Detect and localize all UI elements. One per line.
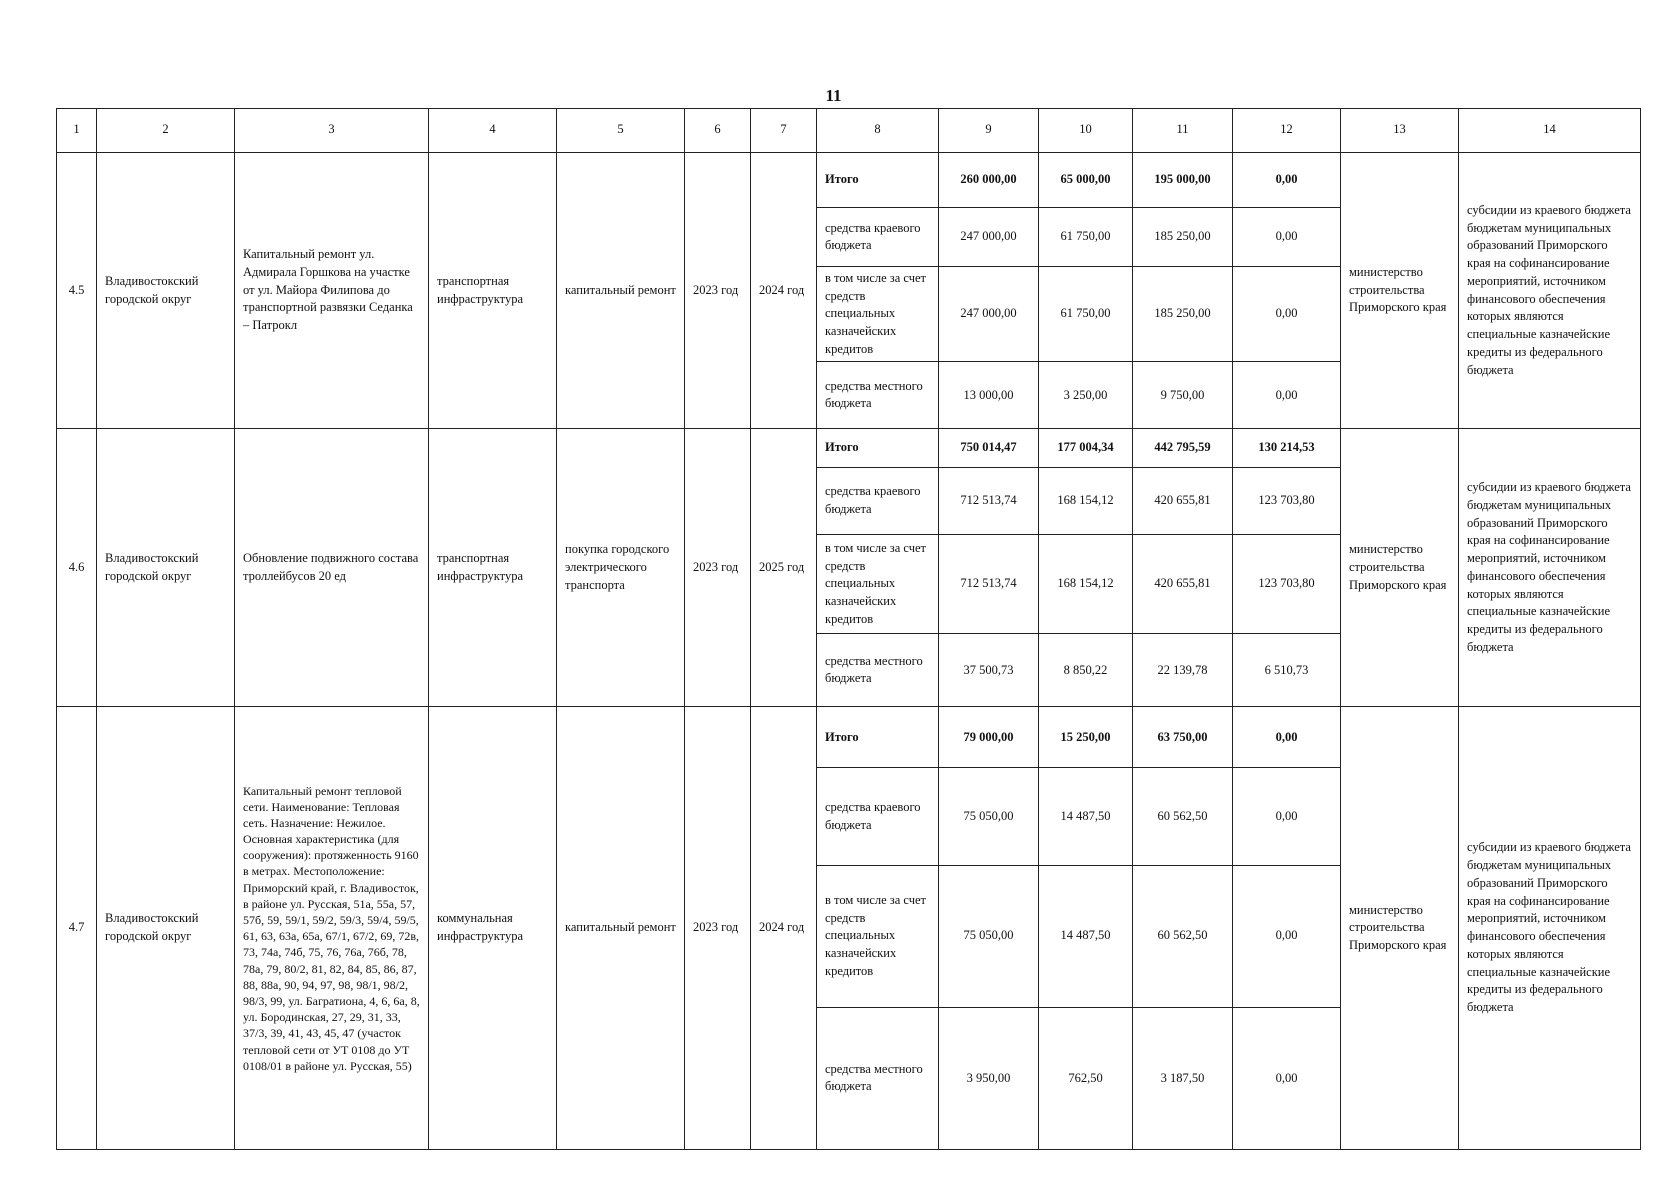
funding-source-label: средства местного бюджета xyxy=(817,634,939,707)
header-row xyxy=(57,109,1641,153)
amount-year-1: 762,50 xyxy=(1039,1007,1133,1149)
note-cell: субсидии из краевого бюджета бюджетам муниципальных образований Приморского края на софинансирование мероприятий, источником финансового обеспечения которых являются специальные казначейские кредиты из федерального бюджета xyxy=(1459,152,1641,429)
funding-source-label: средства краевого бюджета xyxy=(817,768,939,865)
work-type-cell: покупка городского электрического транспорта xyxy=(557,429,685,707)
amount-year-2: 22 139,78 xyxy=(1133,634,1233,707)
executor-cell: министерство строительства Приморского края xyxy=(1341,429,1459,707)
table-row xyxy=(57,429,1641,468)
table-row xyxy=(57,152,1641,208)
amount-total: 3 950,00 xyxy=(939,1007,1039,1149)
funding-source-label: в том числе за счет средств специальных казначейских кредитов xyxy=(817,534,939,633)
amount-year-1: 65 000,00 xyxy=(1039,152,1133,208)
header-cell: 11 xyxy=(1133,109,1233,153)
amount-year-1: 61 750,00 xyxy=(1039,208,1133,267)
amount-year-2: 420 655,81 xyxy=(1133,467,1233,534)
amount-year-1: 15 250,00 xyxy=(1039,707,1133,768)
amount-year-3: 0,00 xyxy=(1233,1007,1341,1149)
amount-total: 247 000,00 xyxy=(939,267,1039,362)
header-cell: 7 xyxy=(751,109,817,153)
executor-cell: министерство строительства Приморского края xyxy=(1341,707,1459,1150)
amount-year-2: 195 000,00 xyxy=(1133,152,1233,208)
row-id: 4.7 xyxy=(57,707,97,1150)
funding-source-label: средства местного бюджета xyxy=(817,1007,939,1149)
amount-year-1: 61 750,00 xyxy=(1039,267,1133,362)
infrastructure-type-cell: коммунальная инфраструктура xyxy=(429,707,557,1150)
amount-year-3: 0,00 xyxy=(1233,267,1341,362)
amount-total: 750 014,47 xyxy=(939,429,1039,468)
amount-year-3: 0,00 xyxy=(1233,152,1341,208)
note-cell: субсидии из краевого бюджета бюджетам муниципальных образований Приморского края на софинансирование мероприятий, источником финансового обеспечения которых являются специальные казначейские кредиты из федерального бюджета xyxy=(1459,707,1641,1150)
header-cell: 12 xyxy=(1233,109,1341,153)
amount-year-3: 123 703,80 xyxy=(1233,534,1341,633)
amount-year-1: 168 154,12 xyxy=(1039,534,1133,633)
amount-total: 75 050,00 xyxy=(939,865,1039,1007)
amount-year-2: 60 562,50 xyxy=(1133,865,1233,1007)
header-cell: 3 xyxy=(235,109,429,153)
header-cell: 1 xyxy=(57,109,97,153)
amount-total: 79 000,00 xyxy=(939,707,1039,768)
amount-year-3: 0,00 xyxy=(1233,707,1341,768)
amount-year-2: 60 562,50 xyxy=(1133,768,1233,865)
header-cell: 13 xyxy=(1341,109,1459,153)
amount-total: 75 050,00 xyxy=(939,768,1039,865)
header-cell: 8 xyxy=(817,109,939,153)
amount-year-1: 14 487,50 xyxy=(1039,768,1133,865)
work-type-cell: капитальный ремонт xyxy=(557,707,685,1150)
amount-year-2: 3 187,50 xyxy=(1133,1007,1233,1149)
amount-year-3: 123 703,80 xyxy=(1233,467,1341,534)
start-year-cell: 2023 год xyxy=(685,707,751,1150)
amount-year-1: 177 004,34 xyxy=(1039,429,1133,468)
amount-total: 37 500,73 xyxy=(939,634,1039,707)
amount-year-2: 185 250,00 xyxy=(1133,208,1233,267)
financing-table xyxy=(56,108,1641,1150)
note-cell: субсидии из краевого бюджета бюджетам муниципальных образований Приморского края на софинансирование мероприятий, источником финансового обеспечения которых являются специальные казначейские кредиты из федерального бюджета xyxy=(1459,429,1641,707)
funding-source-label: средства краевого бюджета xyxy=(817,208,939,267)
amount-year-2: 185 250,00 xyxy=(1133,267,1233,362)
start-year-cell: 2023 год xyxy=(685,152,751,429)
amount-year-3: 130 214,53 xyxy=(1233,429,1341,468)
header-cell: 4 xyxy=(429,109,557,153)
page-number: 11 xyxy=(825,86,842,105)
amount-year-3: 0,00 xyxy=(1233,208,1341,267)
funding-source-label: в том числе за счет средств специальных казначейских кредитов xyxy=(817,267,939,362)
amount-total: 260 000,00 xyxy=(939,152,1039,208)
header-cell: 9 xyxy=(939,109,1039,153)
amount-year-1: 3 250,00 xyxy=(1039,362,1133,429)
amount-year-3: 0,00 xyxy=(1233,768,1341,865)
header-cell: 5 xyxy=(557,109,685,153)
infrastructure-type-cell: транспортная инфраструктура xyxy=(429,152,557,429)
amount-total: 247 000,00 xyxy=(939,208,1039,267)
amount-year-2: 63 750,00 xyxy=(1133,707,1233,768)
amount-total: 712 513,74 xyxy=(939,467,1039,534)
object-name-cell: Обновление подвижного состава троллейбусов 20 ед xyxy=(235,429,429,707)
work-type-cell: капитальный ремонт xyxy=(557,152,685,429)
amount-year-3: 0,00 xyxy=(1233,362,1341,429)
row-id: 4.6 xyxy=(57,429,97,707)
amount-year-2: 420 655,81 xyxy=(1133,534,1233,633)
funding-source-label: средства местного бюджета xyxy=(817,362,939,429)
end-year-cell: 2024 год xyxy=(751,707,817,1150)
funding-source-label: Итого xyxy=(817,707,939,768)
end-year-cell: 2025 год xyxy=(751,429,817,707)
header-cell: 2 xyxy=(97,109,235,153)
funding-source-label: Итого xyxy=(817,152,939,208)
end-year-cell: 2024 год xyxy=(751,152,817,429)
amount-year-3: 0,00 xyxy=(1233,865,1341,1007)
municipality-cell: Владивостокский городской округ xyxy=(97,152,235,429)
start-year-cell: 2023 год xyxy=(685,429,751,707)
funding-source-label: Итого xyxy=(817,429,939,468)
object-name-cell: Капитальный ремонт ул. Адмирала Горшкова на участке от ул. Майора Филипова до транспортной развязки Седанка – Патрокл xyxy=(235,152,429,429)
amount-year-2: 442 795,59 xyxy=(1133,429,1233,468)
amount-year-2: 9 750,00 xyxy=(1133,362,1233,429)
municipality-cell: Владивостокский городской округ xyxy=(97,707,235,1150)
amount-year-1: 14 487,50 xyxy=(1039,865,1133,1007)
amount-year-1: 8 850,22 xyxy=(1039,634,1133,707)
header-cell: 6 xyxy=(685,109,751,153)
header-cell: 10 xyxy=(1039,109,1133,153)
amount-total: 712 513,74 xyxy=(939,534,1039,633)
amount-total: 13 000,00 xyxy=(939,362,1039,429)
object-name-cell: Капитальный ремонт тепловой сети. Наименование: Тепловая сеть. Назначение: Нежилое. Основная характеристика (для сооружения): протяженность 9160 в метрах. Местоположение: Приморский край, г. Владивосток, в районе ул. Русская, 51а, 55а, 57, 57б, 59, 59/1, 59/2, 59/3, 59/4, 59/5, 61, 63, 63а, 65а, 67/1, 67/2, 69, 72в, 73, 74а, 74б, 75, 76, 76а, 76б, 78, 78а, 79, 80/2, 81, 82, 84, 85, 86, 87, 88, 88а, 90, 94, 97, 98, 98/1, 98/2, 98/3, 99, ул. Багратиона, 4, 6, 6а, 8, ул. Бородинская, 27, 29, 31, 33, 37/3, 39, 41, 43, 45, 47 (участок тепловой сети от УТ 0108 до УТ 0108/01 в районе ул. Русская, 55) xyxy=(235,707,429,1150)
funding-source-label: средства краевого бюджета xyxy=(817,467,939,534)
table-row xyxy=(57,707,1641,768)
municipality-cell: Владивостокский городской округ xyxy=(97,429,235,707)
header-cell: 14 xyxy=(1459,109,1641,153)
row-id: 4.5 xyxy=(57,152,97,429)
funding-source-label: в том числе за счет средств специальных казначейских кредитов xyxy=(817,865,939,1007)
infrastructure-type-cell: транспортная инфраструктура xyxy=(429,429,557,707)
amount-year-3: 6 510,73 xyxy=(1233,634,1341,707)
executor-cell: министерство строительства Приморского края xyxy=(1341,152,1459,429)
amount-year-1: 168 154,12 xyxy=(1039,467,1133,534)
